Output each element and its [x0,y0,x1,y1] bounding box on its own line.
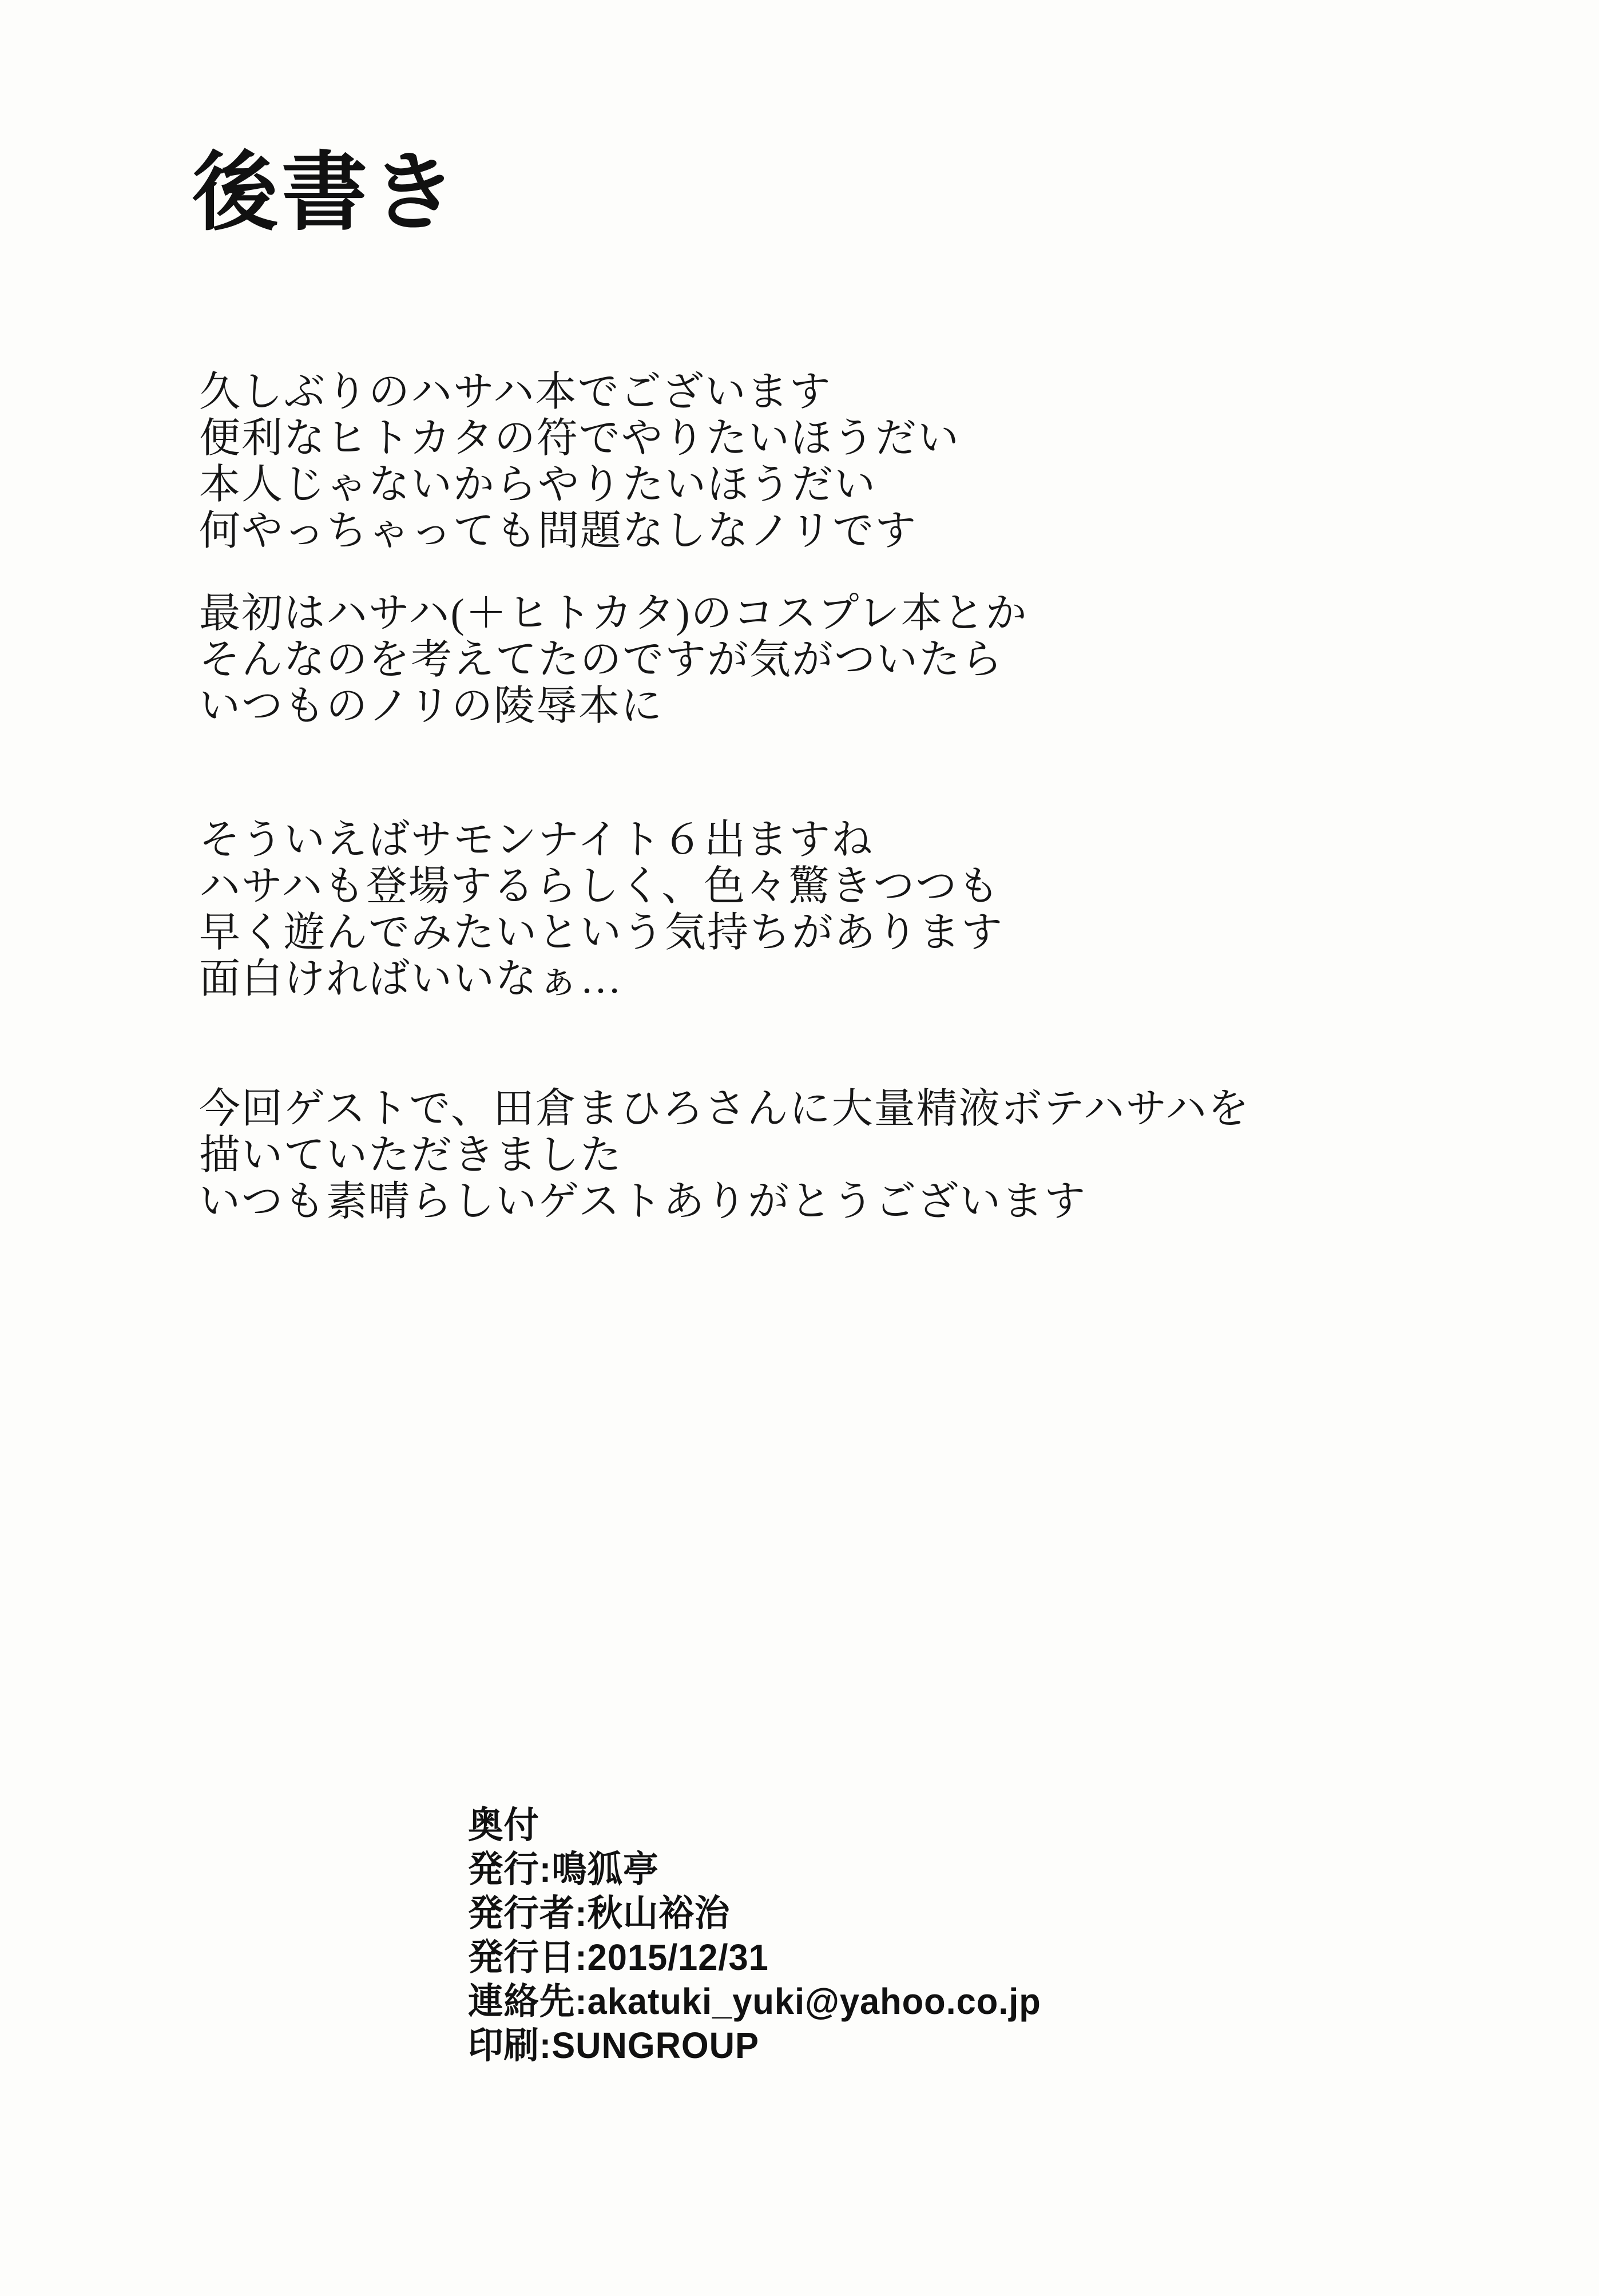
paragraph-line: 今回ゲストで、田倉まひろさんに大量精液ボテハサハを [199,1086,1251,1132]
paragraph-line: 久しぶりのハサハ本でございます [199,369,832,415]
paragraph-line: そんなのを考えてたのですが気がついたら [199,637,1004,683]
paragraph-line: そういえばサモンナイト６出ますね [199,817,874,863]
paragraph-line: 最初はハサハ(＋ヒトカタ)のコスプレ本とか [199,590,1028,636]
page-title: 後書き [192,143,461,243]
colophon-contact-email: 連絡先:akatuki_yuki@yahoo.co.jp [468,1981,1041,2022]
afterword-paragraph-1 [199,369,960,554]
afterword-paragraph-3 [199,817,1003,1002]
paragraph-line: 早く遊んでみたいという気持ちがあります [199,910,1004,955]
colophon-heading: 奥付 [468,1805,539,1846]
colophon-publish-date: 発行日:2015/12/31 [468,1937,769,1978]
paragraph-line: 便利なヒトカタの符でやりたいほうだい [199,415,960,461]
paragraph-line: 描いていただきました [199,1132,623,1178]
paragraph-line: いつも素晴らしいゲストありがとうございます [199,1179,1087,1224]
paragraph-line: 面白ければいいなぁ… [199,956,623,1002]
paragraph-line: いつものノリの陵辱本に [199,683,664,729]
afterword-paragraph-2 [199,590,1028,729]
colophon-block [468,1803,1041,2068]
colophon-publisher: 発行:鳴狐亭 [468,1849,659,1890]
colophon-printer: 印刷:SUNGROUP [468,2025,759,2066]
afterword-paragraph-4 [199,1086,1250,1225]
colophon-author: 発行者:秋山裕治 [468,1893,731,1934]
paragraph-line: ハサハも登場するらしく、色々驚きつつも [199,863,1001,909]
paragraph-line: 本人じゃないからやりたいほうだい [199,462,877,507]
paragraph-line: 何やっちゃっても問題なしなノリです [199,508,918,554]
